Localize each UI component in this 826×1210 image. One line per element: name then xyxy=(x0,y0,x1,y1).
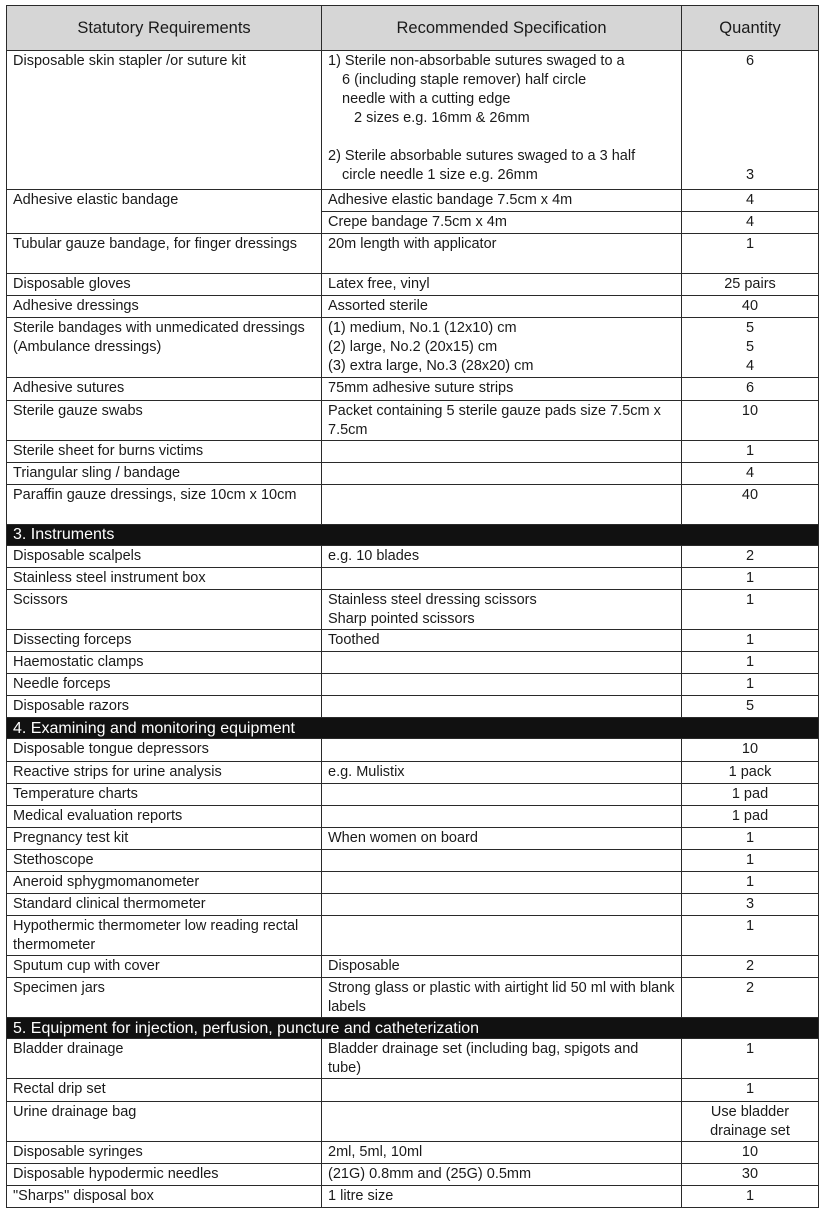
spec-cell: e.g. Mulistix xyxy=(322,761,682,783)
table-row xyxy=(7,589,819,629)
table-row xyxy=(7,674,819,696)
table-row xyxy=(7,805,819,827)
qty-cell: 3 xyxy=(682,894,819,916)
spec-cell xyxy=(322,51,682,190)
table-row xyxy=(7,190,819,212)
item-cell: Disposable gloves xyxy=(7,274,322,296)
section-header-injection xyxy=(7,1018,819,1039)
table-row xyxy=(7,462,819,484)
spec-cell: Crepe bandage 7.5cm x 4m xyxy=(322,212,682,234)
qty-cell: 10 xyxy=(682,739,819,761)
spec-line: (1) medium, No.1 (12x10) cm xyxy=(328,320,517,337)
spec-cell xyxy=(322,440,682,462)
qty-cell: 1 xyxy=(682,1039,819,1079)
qty-cell: 4 xyxy=(682,190,819,212)
qty-cell: 25 pairs xyxy=(682,274,819,296)
table-row xyxy=(7,783,819,805)
spec-cell xyxy=(322,872,682,894)
item-cell: Disposable tongue depressors xyxy=(7,739,322,761)
qty-value: 4 xyxy=(745,358,755,375)
item-cell: Urine drainage bag xyxy=(7,1101,322,1141)
qty-cell: 1 xyxy=(682,1079,819,1101)
spec-cell xyxy=(322,805,682,827)
spec-line: 6 (including staple remover) half circle xyxy=(342,72,587,88)
qty-cell: 1 xyxy=(682,849,819,871)
qty-cell: 5 xyxy=(682,696,819,718)
qty-cell: 1 xyxy=(682,629,819,651)
item-cell: Reactive strips for urine analysis xyxy=(7,761,322,783)
section-header-examining xyxy=(7,718,819,739)
spec-cell xyxy=(322,674,682,696)
qty-cell: 1 xyxy=(682,567,819,589)
item-cell: Dissecting forceps xyxy=(7,629,322,651)
qty-cell xyxy=(682,51,819,190)
spec-line: 2 sizes e.g. 16mm & 26mm xyxy=(354,110,530,126)
qty-cell: 2 xyxy=(682,978,819,1018)
section-title: 3. Instruments xyxy=(7,524,819,545)
qty-cell: Use bladder drainage set xyxy=(682,1101,819,1141)
item-cell: Needle forceps xyxy=(7,674,322,696)
section-header-instruments xyxy=(7,524,819,545)
qty-cell: 6 xyxy=(682,378,819,400)
item-cell: Specimen jars xyxy=(7,978,322,1018)
table-row xyxy=(7,1039,819,1079)
item-cell: Pregnancy test kit xyxy=(7,827,322,849)
table-row xyxy=(7,51,819,190)
spec-line: (2) large, No.2 (20x15) cm xyxy=(328,339,498,356)
medical-supplies-table xyxy=(6,5,819,1208)
item-cell: Stethoscope xyxy=(7,849,322,871)
spec-cell xyxy=(322,589,682,629)
spec-cell xyxy=(322,739,682,761)
qty-cell xyxy=(682,318,819,378)
spec-line: 2) Sterile absorbable sutures swaged to a 3 half xyxy=(328,148,636,164)
item-cell: Sterile bandages with unmedicated dressings (Ambulance dressings) xyxy=(7,318,322,378)
spec-cell: Bladder drainage set (including bag, spigots and tube) xyxy=(322,1039,682,1079)
table-row xyxy=(7,1079,819,1101)
section-title: 5. Equipment for injection, perfusion, puncture and catheterization xyxy=(7,1018,819,1039)
item-cell: Temperature charts xyxy=(7,783,322,805)
item-cell: Sterile sheet for burns victims xyxy=(7,440,322,462)
item-cell: Bladder drainage xyxy=(7,1039,322,1079)
qty-cell: 1 xyxy=(682,589,819,629)
spec-line: Sharp pointed scissors xyxy=(328,610,475,627)
spec-line: needle with a cutting edge xyxy=(342,91,511,107)
spec-cell: Strong glass or plastic with airtight lid 50 ml with blank labels xyxy=(322,978,682,1018)
qty-cell: 4 xyxy=(682,462,819,484)
qty-value: 6 xyxy=(745,53,755,69)
spec-cell xyxy=(322,894,682,916)
spec-cell xyxy=(322,783,682,805)
item-cell: Haemostatic clamps xyxy=(7,652,322,674)
table-row xyxy=(7,1163,819,1185)
spec-line: (3) extra large, No.3 (28x20) cm xyxy=(328,358,534,375)
spec-cell: Disposable xyxy=(322,956,682,978)
qty-cell: 1 xyxy=(682,652,819,674)
header-row xyxy=(7,6,819,51)
spec-line: circle needle 1 size e.g. 26mm xyxy=(342,167,538,183)
table-row xyxy=(7,894,819,916)
table-row xyxy=(7,1141,819,1163)
section-title: 4. Examining and monitoring equipment xyxy=(7,718,819,739)
item-cell: Tubular gauze bandage, for finger dressings xyxy=(7,234,322,274)
spec-cell xyxy=(322,696,682,718)
spec-line: Stainless steel dressing scissors xyxy=(328,591,537,608)
spec-cell xyxy=(322,849,682,871)
spec-cell xyxy=(322,318,682,378)
item-cell: Disposable syringes xyxy=(7,1141,322,1163)
table-row xyxy=(7,318,819,378)
item-cell: Adhesive dressings xyxy=(7,296,322,318)
spec-cell xyxy=(322,1101,682,1141)
spec-cell xyxy=(322,567,682,589)
qty-cell: 4 xyxy=(682,212,819,234)
item-cell: Scissors xyxy=(7,589,322,629)
item-cell: Adhesive sutures xyxy=(7,378,322,400)
spec-cell: Packet containing 5 sterile gauze pads size 7.5cm x 7.5cm xyxy=(322,400,682,440)
qty-value: 3 xyxy=(745,167,755,183)
table-row xyxy=(7,761,819,783)
header-specification: Recommended Specification xyxy=(322,6,682,51)
qty-cell: 1 xyxy=(682,872,819,894)
qty-cell: 1 pad xyxy=(682,783,819,805)
qty-cell: 2 xyxy=(682,956,819,978)
header-quantity: Quantity xyxy=(682,6,819,51)
qty-cell: 10 xyxy=(682,1141,819,1163)
table-row xyxy=(7,1101,819,1141)
table-row xyxy=(7,378,819,400)
item-cell: Disposable razors xyxy=(7,696,322,718)
item-cell: Adhesive elastic bandage xyxy=(7,190,322,234)
qty-cell: 30 xyxy=(682,1163,819,1185)
item-cell: Hypothermic thermometer low reading rectal thermometer xyxy=(7,916,322,956)
table-row xyxy=(7,629,819,651)
spec-cell: Latex free, vinyl xyxy=(322,274,682,296)
table-row xyxy=(7,400,819,440)
spec-cell xyxy=(322,652,682,674)
qty-cell: 1 xyxy=(682,916,819,956)
qty-cell: 1 pack xyxy=(682,761,819,783)
qty-cell: 1 xyxy=(682,827,819,849)
spec-cell xyxy=(322,484,682,524)
table-row xyxy=(7,296,819,318)
qty-cell: 1 xyxy=(682,234,819,274)
spec-line: 1) Sterile non-absorbable sutures swaged to a xyxy=(328,53,625,69)
spec-cell: 1 litre size xyxy=(322,1185,682,1207)
header-statutory: Statutory Requirements xyxy=(7,6,322,51)
spec-cell xyxy=(322,1079,682,1101)
item-cell: Disposable scalpels xyxy=(7,545,322,567)
qty-cell: 2 xyxy=(682,545,819,567)
qty-cell: 1 pad xyxy=(682,805,819,827)
item-cell: Medical evaluation reports xyxy=(7,805,322,827)
item-cell: Aneroid sphygmomanometer xyxy=(7,872,322,894)
qty-cell: 1 xyxy=(682,1185,819,1207)
table-row xyxy=(7,956,819,978)
spec-cell: Assorted sterile xyxy=(322,296,682,318)
qty-cell: 40 xyxy=(682,484,819,524)
table-row xyxy=(7,827,819,849)
spec-cell: 75mm adhesive suture strips xyxy=(322,378,682,400)
table-row xyxy=(7,696,819,718)
table-row xyxy=(7,545,819,567)
spec-cell: Adhesive elastic bandage 7.5cm x 4m xyxy=(322,190,682,212)
item-cell: Standard clinical thermometer xyxy=(7,894,322,916)
spec-cell: e.g. 10 blades xyxy=(322,545,682,567)
item-cell: "Sharps" disposal box xyxy=(7,1185,322,1207)
table-row xyxy=(7,1185,819,1207)
table-row xyxy=(7,872,819,894)
qty-cell: 10 xyxy=(682,400,819,440)
qty-cell: 40 xyxy=(682,296,819,318)
table-row xyxy=(7,234,819,274)
spec-cell: (21G) 0.8mm and (25G) 0.5mm xyxy=(322,1163,682,1185)
spec-cell xyxy=(322,462,682,484)
qty-value: 5 xyxy=(745,339,755,356)
spec-cell: 20m length with applicator xyxy=(322,234,682,274)
item-cell: Stainless steel instrument box xyxy=(7,567,322,589)
table-row xyxy=(7,916,819,956)
item-cell: Disposable skin stapler /or suture kit xyxy=(7,51,322,190)
table-row xyxy=(7,978,819,1018)
table-row xyxy=(7,274,819,296)
qty-cell: 1 xyxy=(682,440,819,462)
spec-cell: 2ml, 5ml, 10ml xyxy=(322,1141,682,1163)
spec-cell xyxy=(322,916,682,956)
spec-cell: Toothed xyxy=(322,629,682,651)
table-row xyxy=(7,567,819,589)
item-cell: Sterile gauze swabs xyxy=(7,400,322,440)
item-cell: Rectal drip set xyxy=(7,1079,322,1101)
qty-value: 5 xyxy=(745,320,755,337)
table-row xyxy=(7,440,819,462)
spec-cell: When women on board xyxy=(322,827,682,849)
item-cell: Sputum cup with cover xyxy=(7,956,322,978)
table-row xyxy=(7,484,819,524)
qty-cell: 1 xyxy=(682,674,819,696)
table-row xyxy=(7,849,819,871)
table-row xyxy=(7,739,819,761)
item-cell: Triangular sling / bandage xyxy=(7,462,322,484)
table-row xyxy=(7,652,819,674)
item-cell: Disposable hypodermic needles xyxy=(7,1163,322,1185)
item-cell: Paraffin gauze dressings, size 10cm x 10cm xyxy=(7,484,322,524)
